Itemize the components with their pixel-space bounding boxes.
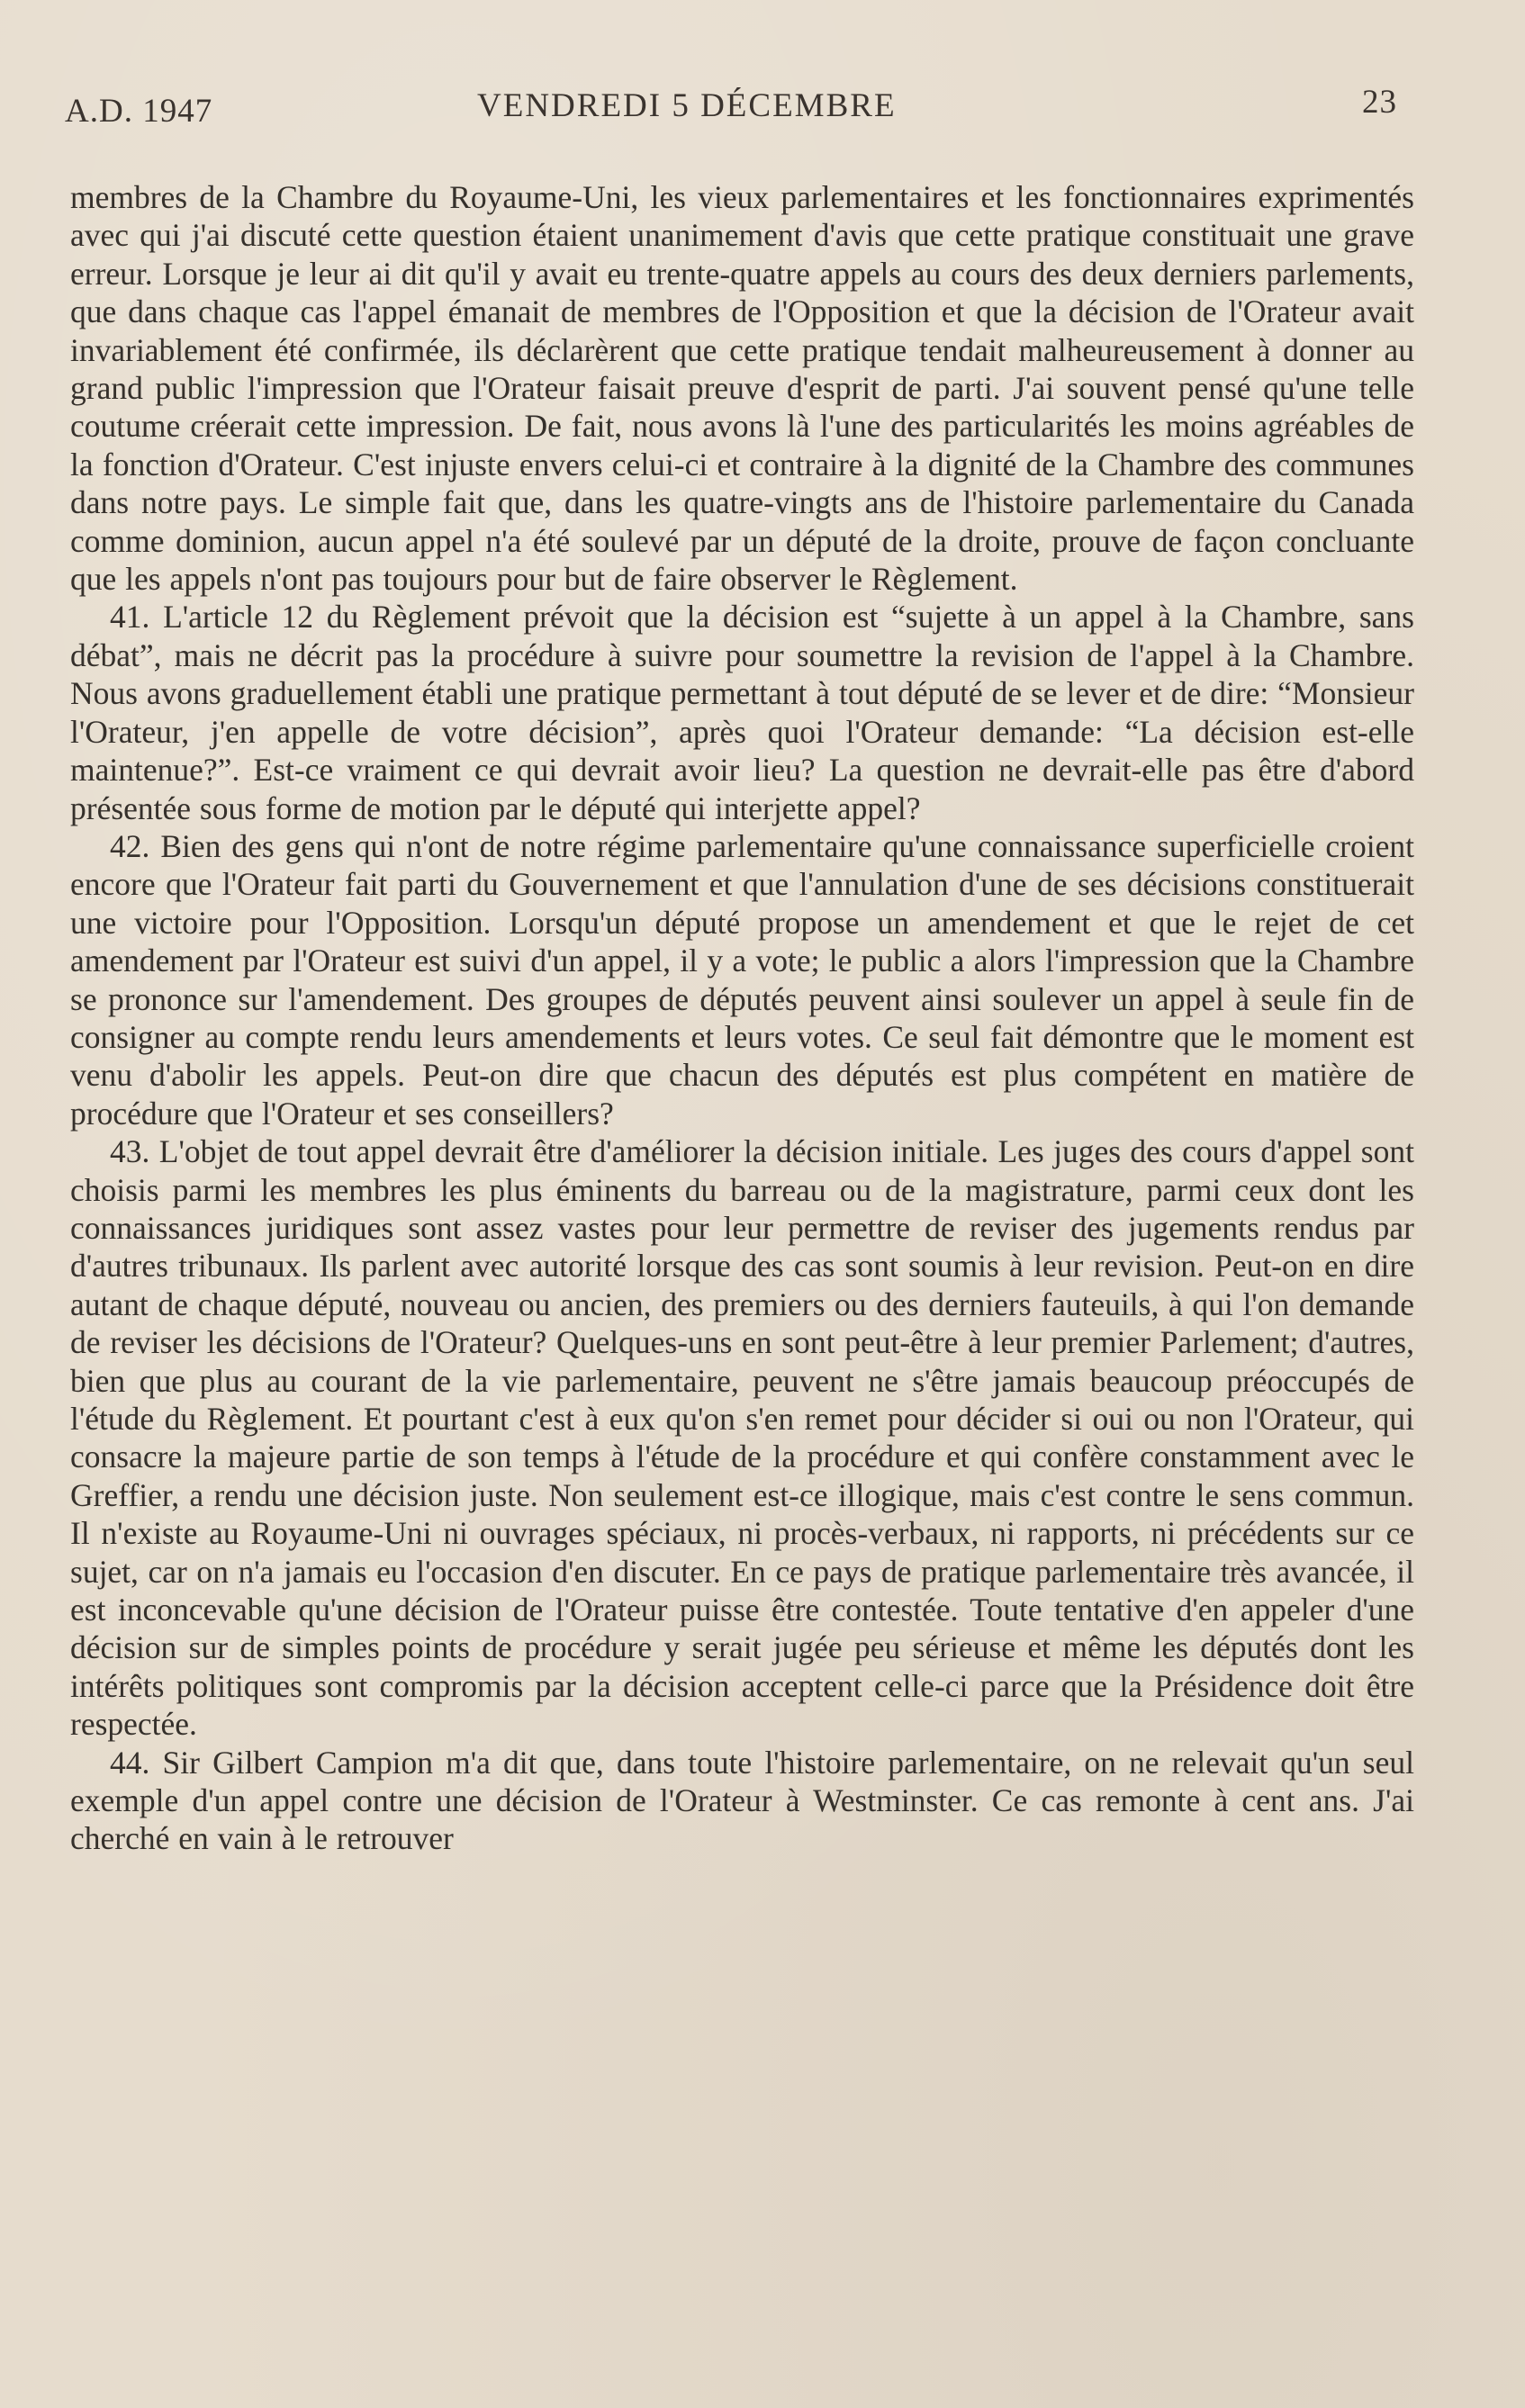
header-date: VENDREDI 5 DÉCEMBRE [477,87,897,124]
paragraph-continuation: membres de la Chambre du Royaume-Uni, les vieux parlementaires et les fonctionnaires exprimentés avec qui j'ai discuté cette question étaient unanimement d'avis que cette pratique constituait une grave erreur. Lorsque je leur ai dit qu'il y avait eu trente-quatre appels au cours des deux derniers parlements, que dans chaque cas l'appel émanait de membres de l'Opposition et que la décision de l'Orateur avait invariablement été confirmée, ils déclarèrent que cette pratique tendait malheureusement à donner au grand public l'impression que l'Orateur faisait preuve d'esprit de parti. J'ai souvent pensé qu'une telle coutume créerait cette impression. De fait, nous avons là l'une des particularités les moins agréables de la fonction d'Orateur. C'est injuste envers celui-ci et contraire à la dignité de la Chambre des communes dans notre pays. Le simple fait que, dans les quatre-vingts ans de l'histoire parlementaire du Canada comme dominion, aucun appel n'a été soulevé par un député de la droite, prouve de façon concluante que les appels n'ont pas toujours pour but de faire observer le Règlement. [70,179,1414,598]
body-text [70,178,1414,1858]
paragraph-44: 44. Sir Gilbert Campion m'a dit que, dans toute l'histoire parlementaire, on ne relevait qu'un seul exemple d'un appel contre une décision de l'Orateur à Westminster. Ce cas remonte à cent ans. J'ai cherché en vain à le retrouver [70,1744,1414,1857]
page-number: 23 [1362,84,1397,121]
paragraph-42: 42. Bien des gens qui n'ont de notre régime parlementaire qu'une connaissance superficielle croient encore que l'Orateur fait parti du Gouvernement et que l'annulation d'une de ses décisions constituerait une victoire pour l'Opposition. Lorsqu'un député propose un amendement et que le rejet de cet amendement par l'Orateur est suivi d'un appel, il y a vote; le public a alors l'impression que la Chambre se prononce sur l'amendement. Des groupes de députés peuvent ainsi soulever un appel à seule fin de consigner au compte rendu leurs amendements et leurs votes. Ce seul fait démontre que le moment est venu d'abolir les appels. Peut-on dire que chacun des députés est plus compétent en matière de procédure que l'Orateur et ses conseillers? [70,827,1414,1132]
running-header [65,83,1397,137]
paragraph-43: 43. L'objet de tout appel devrait être d'améliorer la décision initiale. Les juges des cours d'appel sont choisis parmi les membres les plus éminents du barreau ou de la magistrature, parmi ceux dont les connaissances juridiques sont assez vastes pour leur permettre de reviser des jugements rendus par d'autres tribunaux. Ils parlent avec autorité lorsque des cas sont soumis à leur revision. Peut-on en dire autant de chaque député, nouveau ou ancien, des premiers ou des derniers fauteuils, à qui l'on demande de reviser les décisions de l'Orateur? Quelques-uns en sont peut-être à leur premier Parlement; d'autres, bien que plus au courant de la vie parlementaire, peuvent ne s'être jamais beaucoup préoccupés de l'étude du Règlement. Et pourtant c'est à eux qu'on s'en remet pour décider si oui ou non l'Orateur, qui consacre la majeure partie de son temps à l'étude de la procédure et qui confère constamment avec le Greffier, a rendu une décision juste. Non seulement est-ce illogique, mais c'est contre le sens commun. Il n'existe au Royaume-Uni ni ouvrages spéciaux, ni procès-verbaux, ni rapports, ni précédents sur ce sujet, car on n'a jamais eu l'occasion d'en discuter. En ce pays de pratique parlementaire très avancée, il est inconcevable qu'une décision de l'Orateur puisse être contestée. Toute tentative d'en appeler d'une décision sur de simples points de procédure y serait jugée peu sérieuse et même les députés dont les intérêts politiques sont compromis par la décision acceptent celle-ci parce que la Présidence doit être respectée. [70,1133,1414,1743]
paragraph-41: 41. L'article 12 du Règlement prévoit que la décision est “sujette à un appel à la Chambre, sans débat”, mais ne décrit pas la procédure à suivre pour soumettre la revision de l'appel à la Chambre. Nous avons graduellement établi une pratique permettant à tout député de se lever et de dire: “Monsieur l'Orateur, j'en appelle de votre décision”, après quoi l'Orateur demande: “La décision est-elle maintenue?”. Est-ce vraiment ce qui devrait avoir lieu? La question ne devrait-elle pas être d'abord présentée sous forme de motion par le député qui interjette appel? [70,599,1414,826]
header-year: A.D. 1947 [65,93,213,130]
